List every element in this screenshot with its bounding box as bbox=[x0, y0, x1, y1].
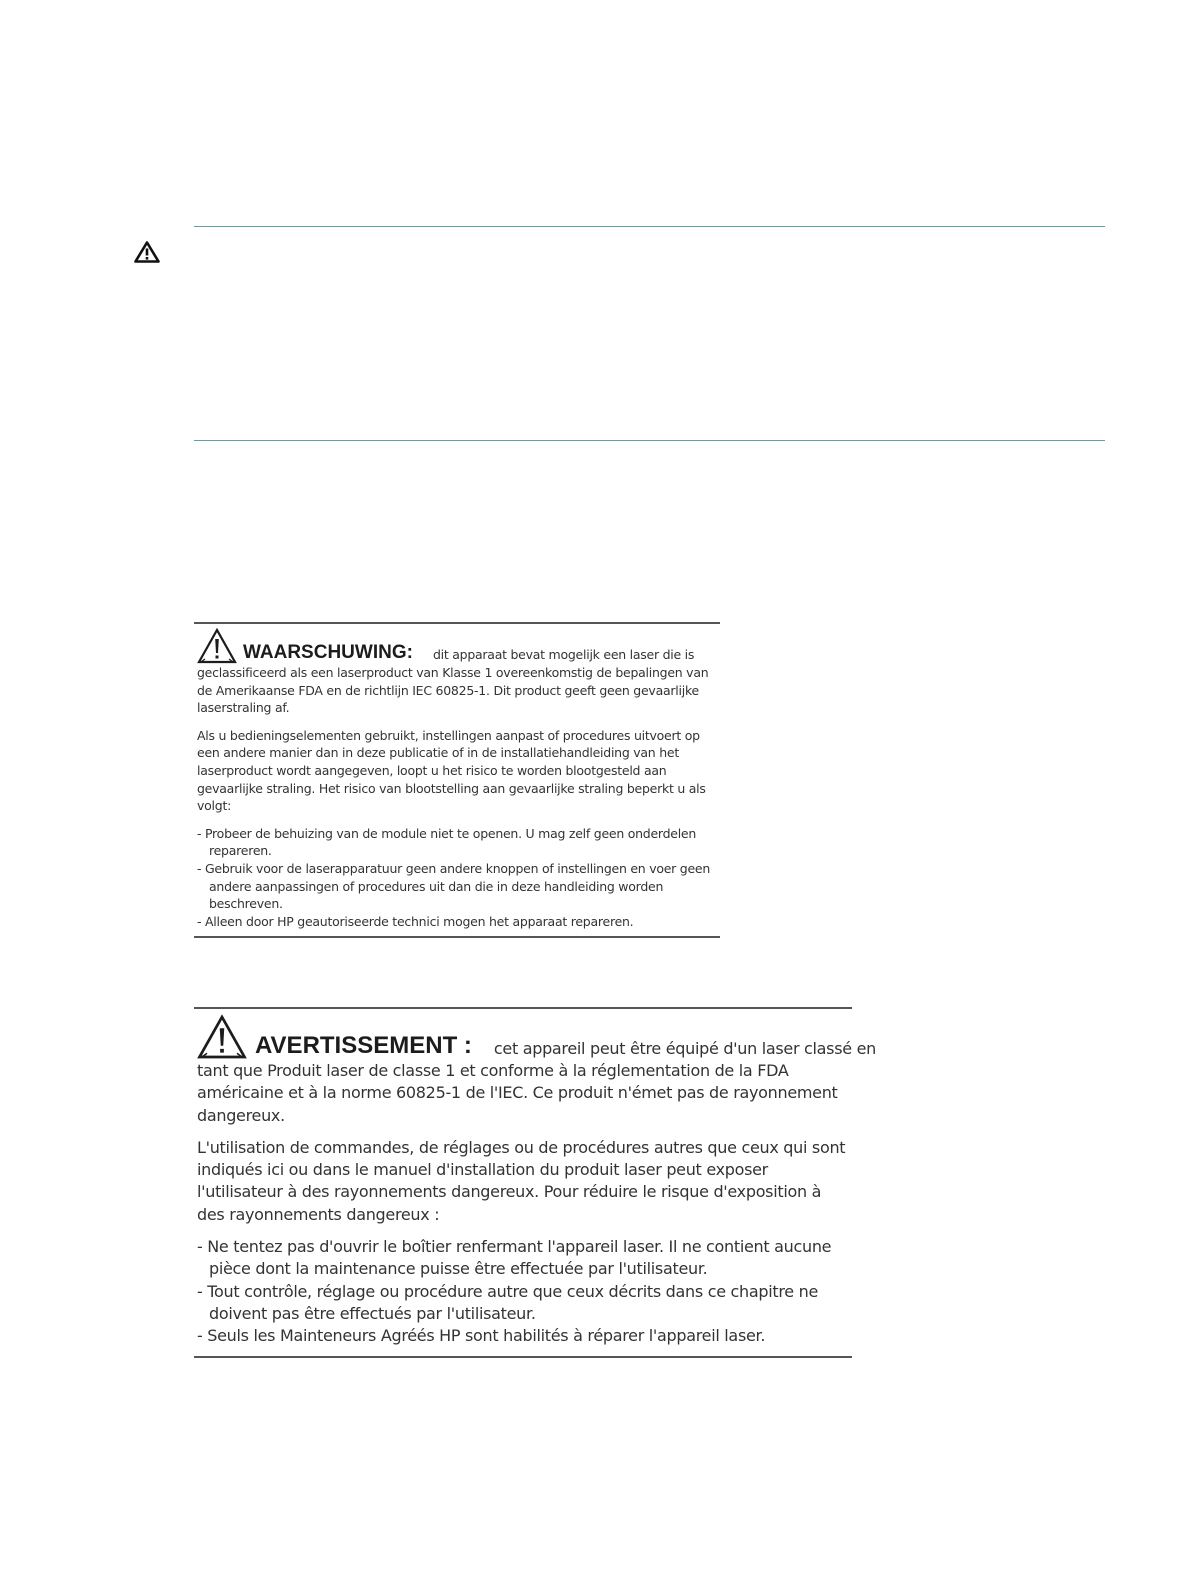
warning-triangle-icon bbox=[197, 628, 237, 664]
warning-triangle-icon bbox=[134, 241, 160, 263]
label-heading bbox=[197, 1014, 876, 1060]
label-classification-paragraph: tant que Produit laser de classe 1 et conforme à la réglementation de la FDA américaine et à la norme 60825-1 de l'IEC. Ce produit n'émet pas de rayonnement dangereux. bbox=[197, 1061, 838, 1125]
label-body bbox=[194, 624, 720, 936]
french-laser-warning-label bbox=[194, 1007, 876, 1358]
list-item: - Probeer de behuizing van de module niet te openen. U mag zelf geen onderdelen repareren. bbox=[197, 825, 697, 859]
label-exposure-paragraph: Als u bedieningselementen gebruikt, instellingen aanpast of procedures uitvoert op een andere manier dan in deze publicatie of in de installatiehandleiding van het laserproduct wordt aangegeven, loopt u het risico te worden blootgesteld aan gevaarlijke straling. Het risico van blootstelling aan gevaarlijke straling beperkt u als volgt: bbox=[197, 727, 706, 814]
list-item: - Ne tentez pas d'ouvrir le boîtier renfermant l'appareil laser. Il ne contient aucune pièce dont la maintenance puisse être effectuée par l'utilisateur. bbox=[197, 1237, 832, 1279]
callout-top-divider bbox=[194, 226, 1105, 227]
dutch-laser-warning-label bbox=[194, 622, 720, 938]
warning-triangle-icon bbox=[197, 1014, 247, 1060]
label-precautions-list bbox=[197, 825, 720, 931]
label-heading-title: AVERTISSEMENT : bbox=[255, 1032, 472, 1059]
callout-bottom-divider bbox=[194, 440, 1105, 441]
label-heading-text: dit apparaat bevat mogelijk een laser die is bbox=[432, 647, 695, 663]
label-heading-text: cet appareil peut être équipé d'un laser classé en bbox=[493, 1038, 876, 1058]
label-exposure-paragraph: L'utilisation de commandes, de réglages ou de procédures autres que ceux qui sont indiqués ici ou dans le manuel d'installation du produit laser peut exposer l'utilisateur à des rayonnements dangereux. Pour réduire le risque d'exposition à des rayonnements dangereux : bbox=[197, 1137, 846, 1224]
label-bottom-rule bbox=[194, 1356, 852, 1358]
label-precautions-list bbox=[197, 1236, 852, 1347]
label-heading bbox=[197, 628, 720, 664]
label-bottom-rule bbox=[194, 936, 720, 938]
list-item: - Seuls les Mainteneurs Agréés HP sont habilités à réparer l'appareil laser. bbox=[197, 1326, 766, 1346]
list-item: - Gebruik voor de laserapparatuur geen andere knoppen of instellingen en voer geen andere aanpassingen of procedures uit dan die in deze handleiding worden beschreven. bbox=[197, 860, 711, 912]
list-item: - Alleen door HP geautoriseerde technici mogen het apparaat repareren. bbox=[197, 913, 634, 929]
label-classification-paragraph: geclassificeerd als een laserproduct van Klasse 1 overeenkomstig de bepalingen van de Amerikaanse FDA en de richtlijn IEC 60825-1. Dit product geeft geen gevaarlijke laserstraling af. bbox=[197, 665, 709, 716]
label-body bbox=[194, 1009, 876, 1356]
label-heading-title: WAARSCHUWING: bbox=[243, 642, 413, 663]
list-item: - Tout contrôle, réglage ou procédure autre que ceux décrits dans ce chapitre ne doivent pas être effectués par l'utilisateur. bbox=[197, 1281, 818, 1323]
